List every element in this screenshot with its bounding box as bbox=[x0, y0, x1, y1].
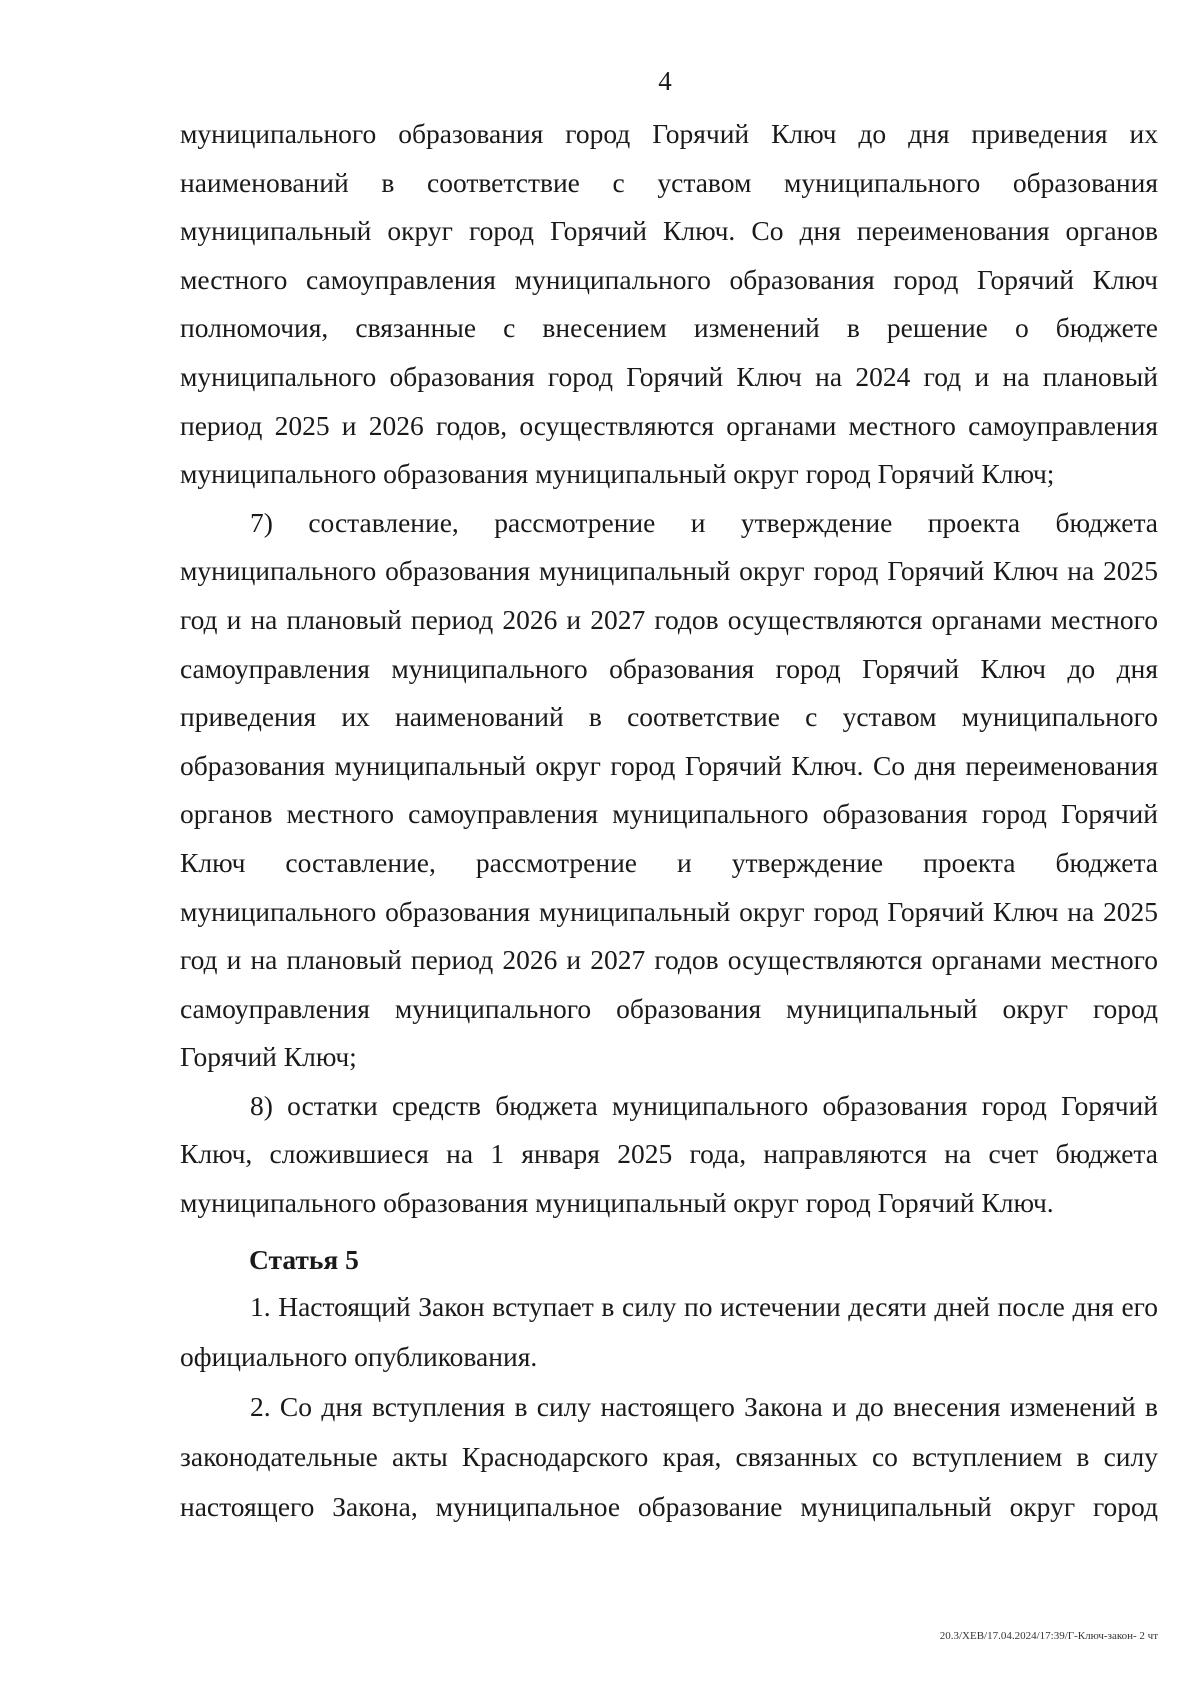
article-heading: Статья 5 bbox=[249, 1244, 359, 1275]
article-body bbox=[180, 1282, 1158, 1532]
paragraph-item-8: 8) остатки средств бюджета муниципального образования город Горячий Ключ, сложившиеся на 1 января 2025 года, направляются на счет бюджета муниципального образования муниципальный округ город Горячий Ключ. bbox=[180, 1089, 1158, 1219]
footer-document-code: 20.3/ХЕВ/17.04.2024/17:39/Г-Ключ-закон- 2 чт bbox=[939, 1630, 1158, 1642]
paragraph-continuation: муниципального образования город Горячий Ключ до дня приведения их наименований в соответствие с уставом муниципального образования муниципальный округ город Горячий Ключ. Со дня переименования органов местного самоуправления муниципального образования город Горячий Ключ полномочия, связанные с внесением изменений в решение о бюджете муниципального образования город Горячий Ключ на 2024 год и на плановый период 2025 и 2026 годов, осуществляются органами местного самоуправления муниципального образования муниципальный округ город Горячий Ключ; bbox=[180, 118, 1158, 490]
page-number: 4 bbox=[658, 66, 672, 96]
paragraph-item-7: 7) составление, рассмотрение и утверждение проекта бюджета муниципального образования муниципальный округ город Горячий Ключ на 2025 год и на плановый период 2026 и 2027 годов осуществляются органами местного самоуправления муниципального образования город Горячий Ключ до дня приведения их наименований в соответствие с уставом муниципального образования муниципальный округ город Горячий Ключ. Со дня переименования органов местного самоуправления муниципального образования город Горячий Ключ составление, рассмотрение и утверждение проекта бюджета муниципального образования муниципальный округ город Горячий Ключ на 2025 год и на плановый период 2026 и 2027 годов осуществляются органами местного самоуправления муниципального образования муниципальный округ город Горячий Ключ; bbox=[180, 506, 1158, 1073]
body-text bbox=[180, 110, 1158, 1228]
article-item-1: 1. Настоящий Закон вступает в силу по истечении десяти дней после дня его официального опубликования. bbox=[180, 1291, 1158, 1372]
article-item-2: 2. Со дня вступления в силу настоящего Закона и до внесения изменений в законодательные акты Краснодарского края, связанных со вступлением в силу настоящего Закона, муниципальное образование муниципальный округ город bbox=[180, 1391, 1158, 1522]
